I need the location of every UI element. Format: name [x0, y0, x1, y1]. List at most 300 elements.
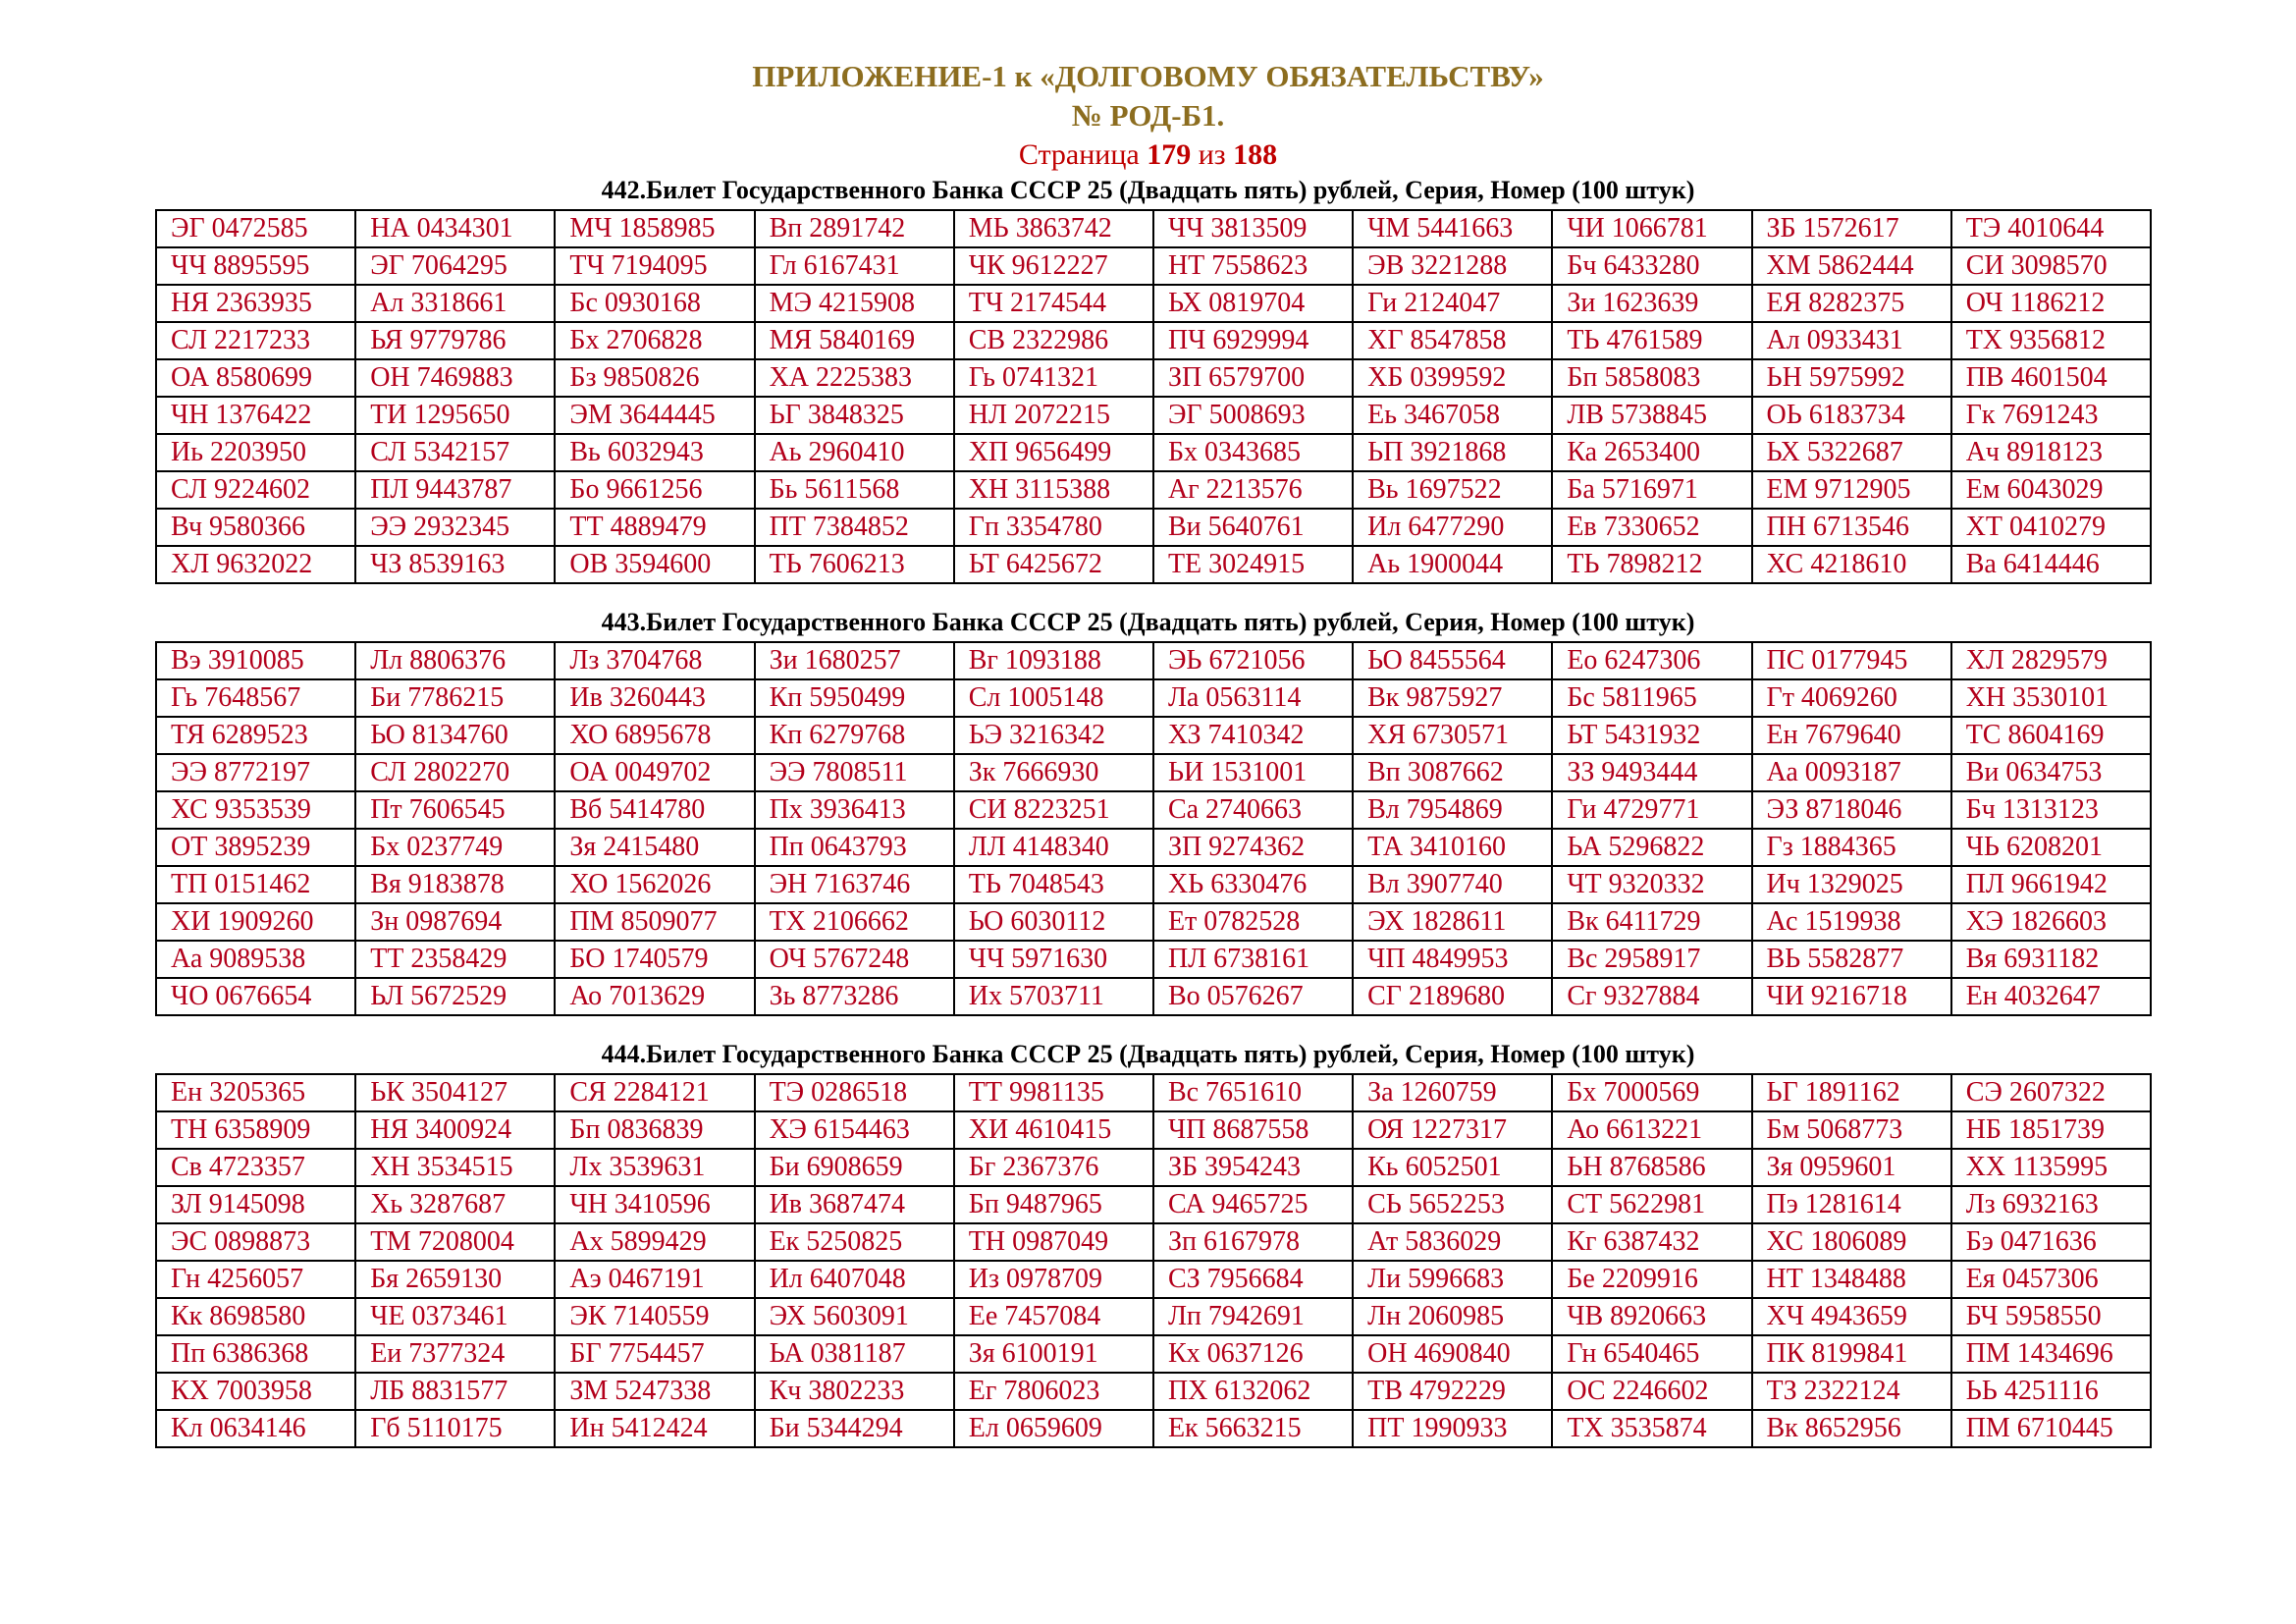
- serial-number-cell: ПВ 4601504: [1951, 359, 2151, 397]
- serial-number-cell: Зя 2415480: [555, 829, 754, 866]
- serial-number-cell: Ви 5640761: [1153, 509, 1353, 546]
- table-row: [156, 1298, 2151, 1335]
- serial-number-cell: Вк 6411729: [1552, 903, 1751, 941]
- serial-number-cell: ЬХ 5322687: [1752, 434, 1951, 471]
- serial-number-cell: ХИ 4610415: [954, 1111, 1153, 1149]
- serial-number-cell: Зн 0987694: [355, 903, 555, 941]
- serial-number-cell: МЬ 3863742: [954, 210, 1153, 247]
- serial-number-cell: ЕЯ 8282375: [1752, 285, 1951, 322]
- serial-number-cell: Бм 5068773: [1752, 1111, 1951, 1149]
- serial-number-cell: ЭВ 3221288: [1353, 247, 1552, 285]
- serial-number-cell: ЭЗ 8718046: [1752, 791, 1951, 829]
- serial-number-cell: Кх 0637126: [1153, 1335, 1353, 1373]
- serial-number-cell: Во 0576267: [1153, 978, 1353, 1015]
- serial-number-cell: Бп 0836839: [555, 1111, 754, 1149]
- serial-number-cell: ЗБ 1572617: [1752, 210, 1951, 247]
- serial-number-cell: Ее 7457084: [954, 1298, 1153, 1335]
- serial-number-cell: Пх 3936413: [755, 791, 954, 829]
- serial-number-cell: Бч 1313123: [1951, 791, 2151, 829]
- serial-number-cell: Ек 5250825: [755, 1223, 954, 1261]
- serial-number-cell: Вя 9183878: [355, 866, 555, 903]
- serial-number-cell: СЬ 5652253: [1353, 1186, 1552, 1223]
- serial-number-cell: ЬГ 3848325: [755, 397, 954, 434]
- serial-number-cell: ПК 8199841: [1752, 1335, 1951, 1373]
- serial-number-cell: Бх 0343685: [1153, 434, 1353, 471]
- table-row: [156, 1335, 2151, 1373]
- serial-number-cell: ЧЧ 8895595: [156, 247, 355, 285]
- serial-number-cell: ХО 1562026: [555, 866, 754, 903]
- serial-number-cell: Лп 7942691: [1153, 1298, 1353, 1335]
- serial-number-cell: НБ 1851739: [1951, 1111, 2151, 1149]
- serial-number-cell: ПМ 8509077: [555, 903, 754, 941]
- serial-number-cell: ХЗ 7410342: [1153, 717, 1353, 754]
- serial-number-cell: СЭ 2607322: [1951, 1074, 2151, 1111]
- table-row: [156, 546, 2151, 583]
- serial-number-cell: Гб 5110175: [355, 1410, 555, 1447]
- page-total: 188: [1233, 138, 1278, 171]
- serial-number-cell: ПЧ 6929994: [1153, 322, 1353, 359]
- serial-number-cell: Ба 5716971: [1552, 471, 1751, 509]
- serial-number-cell: Ео 6247306: [1552, 642, 1751, 679]
- serial-number-cell: ВЬ 5582877: [1752, 941, 1951, 978]
- table-row: [156, 509, 2151, 546]
- serial-number-cell: ХП 9656499: [954, 434, 1153, 471]
- serial-number-cell: Бь 5611568: [755, 471, 954, 509]
- serial-number-cell: Ел 0659609: [954, 1410, 1153, 1447]
- serial-number-cell: Пэ 1281614: [1752, 1186, 1951, 1223]
- table-row: [156, 434, 2151, 471]
- serial-number-cell: СЛ 5342157: [355, 434, 555, 471]
- serial-number-cell: Еь 3467058: [1353, 397, 1552, 434]
- serial-number-cell: Гп 3354780: [954, 509, 1153, 546]
- serial-number-cell: ХТ 0410279: [1951, 509, 2151, 546]
- serial-number-cell: ЧН 1376422: [156, 397, 355, 434]
- serial-number-cell: Вп 2891742: [755, 210, 954, 247]
- serial-number-cell: Пп 6386368: [156, 1335, 355, 1373]
- serial-number-cell: Лз 6932163: [1951, 1186, 2151, 1223]
- serial-number-cell: Бп 5858083: [1552, 359, 1751, 397]
- serial-number-cell: Пт 7606545: [355, 791, 555, 829]
- serial-number-cell: Вэ 3910085: [156, 642, 355, 679]
- serial-number-cell: Ив 3260443: [555, 679, 754, 717]
- serial-number-cell: ЬН 8768586: [1552, 1149, 1751, 1186]
- serial-number-cell: НТ 7558623: [1153, 247, 1353, 285]
- serial-number-cell: ПС 0177945: [1752, 642, 1951, 679]
- serial-number-cell: ЧЕ 0373461: [355, 1298, 555, 1335]
- serial-number-cell: ХЛ 9632022: [156, 546, 355, 583]
- serial-number-cell: Аь 2960410: [755, 434, 954, 471]
- serial-number-cell: СЛ 2217233: [156, 322, 355, 359]
- section-title: 442.Билет Государственного Банка СССР 25 (Двадцать пять) рублей, Серия, Номер (100 штук): [601, 176, 1695, 204]
- serial-number-cell: ЧЬ 6208201: [1951, 829, 2151, 866]
- serial-number-cell: Бх 7000569: [1552, 1074, 1751, 1111]
- serial-number-cell: ЗБ 3954243: [1153, 1149, 1353, 1186]
- serial-number-cell: МЭ 4215908: [755, 285, 954, 322]
- serial-number-cell: СИ 8223251: [954, 791, 1153, 829]
- serial-number-cell: ЭС 0898873: [156, 1223, 355, 1261]
- serial-number-cell: ТТ 4889479: [555, 509, 754, 546]
- serial-number-cell: ЬО 8134760: [355, 717, 555, 754]
- serial-number-cell: Ин 5412424: [555, 1410, 754, 1447]
- serial-number-cell: ТТ 9981135: [954, 1074, 1153, 1111]
- serial-number-cell: Ао 7013629: [555, 978, 754, 1015]
- serial-number-cell: НА 0434301: [355, 210, 555, 247]
- serial-number-cell: ЬГ 1891162: [1752, 1074, 1951, 1111]
- serial-number-cell: ЗЗ 9493444: [1552, 754, 1751, 791]
- serial-number-cell: Гь 7648567: [156, 679, 355, 717]
- serial-number-cell: ОВ 3594600: [555, 546, 754, 583]
- serial-number-cell: Зя 6100191: [954, 1335, 1153, 1373]
- serial-number-cell: Зк 7666930: [954, 754, 1153, 791]
- serial-number-cell: ХЬ 6330476: [1153, 866, 1353, 903]
- table-row: [156, 1373, 2151, 1410]
- serial-number-cell: СЛ 2802270: [355, 754, 555, 791]
- serial-number-cell: СЗ 7956684: [1153, 1261, 1353, 1298]
- serial-number-cell: ОТ 3895239: [156, 829, 355, 866]
- serial-number-cell: ЭК 7140559: [555, 1298, 754, 1335]
- serial-number-cell: ЭХ 5603091: [755, 1298, 954, 1335]
- serial-number-cell: ЧМ 5441663: [1353, 210, 1552, 247]
- serial-number-cell: ТМ 7208004: [355, 1223, 555, 1261]
- serial-number-cell: Ек 5663215: [1153, 1410, 1353, 1447]
- serial-number-cell: ЬН 5975992: [1752, 359, 1951, 397]
- page-current: 179: [1147, 138, 1192, 171]
- serial-number-cell: ЧП 4849953: [1353, 941, 1552, 978]
- serial-number-cell: ЭН 7163746: [755, 866, 954, 903]
- serial-number-cell: Ил 6477290: [1353, 509, 1552, 546]
- serial-number-cell: ПМ 1434696: [1951, 1335, 2151, 1373]
- serial-number-cell: Ас 1519938: [1752, 903, 1951, 941]
- table-row: [156, 1149, 2151, 1186]
- serial-number-cell: ТН 6358909: [156, 1111, 355, 1149]
- serial-number-cell: Бп 9487965: [954, 1186, 1153, 1223]
- table-row: [156, 359, 2151, 397]
- table-row: [156, 210, 2151, 247]
- serial-number-cell: Вг 1093188: [954, 642, 1153, 679]
- table-row: [156, 285, 2151, 322]
- serial-number-cell: ЭГ 0472585: [156, 210, 355, 247]
- serial-number-cell: Ен 3205365: [156, 1074, 355, 1111]
- serial-number-cell: ЧТ 9320332: [1552, 866, 1751, 903]
- serial-number-cell: Гк 7691243: [1951, 397, 2151, 434]
- serial-number-cell: Вч 9580366: [156, 509, 355, 546]
- serial-number-cell: ТХ 9356812: [1951, 322, 2151, 359]
- serial-number-cell: ХС 1806089: [1752, 1223, 1951, 1261]
- serial-number-cell: МЧ 1858985: [555, 210, 754, 247]
- serial-number-cell: ЧЧ 3813509: [1153, 210, 1353, 247]
- serial-number-cell: ХО 6895678: [555, 717, 754, 754]
- serial-number-cell: ХС 4218610: [1752, 546, 1951, 583]
- serial-number-cell: ТЧ 7194095: [555, 247, 754, 285]
- serial-number-cell: ЭЬ 6721056: [1153, 642, 1353, 679]
- serial-number-cell: ТН 0987049: [954, 1223, 1153, 1261]
- serial-number-cell: ХГ 8547858: [1353, 322, 1552, 359]
- table-row: [156, 941, 2151, 978]
- serial-number-cell: Аа 0093187: [1752, 754, 1951, 791]
- serial-number-cell: За 1260759: [1353, 1074, 1552, 1111]
- serial-number-cell: ЧВ 8920663: [1552, 1298, 1751, 1335]
- serial-number-cell: СТ 5622981: [1552, 1186, 1751, 1223]
- serial-number-cell: ЭМ 3644445: [555, 397, 754, 434]
- serial-number-cell: ЕМ 9712905: [1752, 471, 1951, 509]
- serial-number-cell: Кп 6279768: [755, 717, 954, 754]
- serial-number-cell: ЬО 8455564: [1353, 642, 1552, 679]
- serial-number-cell: ХЭ 6154463: [755, 1111, 954, 1149]
- serial-number-cell: Аэ 0467191: [555, 1261, 754, 1298]
- serial-number-cell: Ла 0563114: [1153, 679, 1353, 717]
- serial-number-cell: Аь 1900044: [1353, 546, 1552, 583]
- serial-number-cell: ЗМ 5247338: [555, 1373, 754, 1410]
- serial-number-cell: Вк 8652956: [1752, 1410, 1951, 1447]
- serial-number-cell: ПМ 6710445: [1951, 1410, 2151, 1447]
- serial-number-cell: ТВ 4792229: [1353, 1373, 1552, 1410]
- serial-number-cell: Сг 9327884: [1552, 978, 1751, 1015]
- serial-number-cell: Кп 5950499: [755, 679, 954, 717]
- serial-number-cell: Кг 6387432: [1552, 1223, 1751, 1261]
- serial-number-cell: Хь 3287687: [355, 1186, 555, 1223]
- serial-number-cell: ПЛ 9443787: [355, 471, 555, 509]
- serial-number-cell: ТЧ 2174544: [954, 285, 1153, 322]
- table-row: [156, 1074, 2151, 1111]
- serial-number-cell: ТЗ 2322124: [1752, 1373, 1951, 1410]
- serial-number-cell: ТХ 2106662: [755, 903, 954, 941]
- serial-number-cell: ЬТ 6425672: [954, 546, 1153, 583]
- serial-number-cell: Ив 3687474: [755, 1186, 954, 1223]
- serial-number-cell: ХХ 1135995: [1951, 1149, 2151, 1186]
- serial-number-cell: СИ 3098570: [1951, 247, 2151, 285]
- table-row: [156, 978, 2151, 1015]
- table-row: [156, 1186, 2151, 1223]
- serial-number-cell: ХЧ 4943659: [1752, 1298, 1951, 1335]
- serial-number-cell: ОН 4690840: [1353, 1335, 1552, 1373]
- table-row: [156, 397, 2151, 434]
- serial-number-cell: ТП 0151462: [156, 866, 355, 903]
- table-row: [156, 247, 2151, 285]
- serial-number-cell: ОС 2246602: [1552, 1373, 1751, 1410]
- serial-number-cell: МЯ 5840169: [755, 322, 954, 359]
- serial-number-cell: ЛЛ 4148340: [954, 829, 1153, 866]
- serial-number-cell: Ах 5899429: [555, 1223, 754, 1261]
- serial-number-cell: ЬИ 1531001: [1153, 754, 1353, 791]
- serial-number-cell: Ил 6407048: [755, 1261, 954, 1298]
- serial-number-cell: ЧИ 1066781: [1552, 210, 1751, 247]
- serial-number-cell: СВ 2322986: [954, 322, 1153, 359]
- serial-number-cell: ПХ 6132062: [1153, 1373, 1353, 1410]
- serial-number-cell: ЧЧ 5971630: [954, 941, 1153, 978]
- serial-number-cell: ХН 3530101: [1951, 679, 2151, 717]
- serial-number-cell: ЭХ 1828611: [1353, 903, 1552, 941]
- serial-number-cell: ЧЗ 8539163: [355, 546, 555, 583]
- serial-number-cell: ХБ 0399592: [1353, 359, 1552, 397]
- serial-number-cell: Кл 0634146: [156, 1410, 355, 1447]
- serial-number-cell: Св 4723357: [156, 1149, 355, 1186]
- serial-number-cell: ОА 0049702: [555, 754, 754, 791]
- table-row: [156, 1223, 2151, 1261]
- serial-number-cell: Ал 0933431: [1752, 322, 1951, 359]
- serial-number-cell: Вя 6931182: [1951, 941, 2151, 978]
- serial-number-cell: ЧК 9612227: [954, 247, 1153, 285]
- serial-number-cell: ПН 6713546: [1752, 509, 1951, 546]
- serial-number-cell: Вб 5414780: [555, 791, 754, 829]
- section-title: 444.Билет Государственного Банка СССР 25 (Двадцать пять) рублей, Серия, Номер (100 штук): [601, 1040, 1695, 1068]
- serial-number-cell: Гн 4256057: [156, 1261, 355, 1298]
- section-title: 443.Билет Государственного Банка СССР 25 (Двадцать пять) рублей, Серия, Номер (100 штук): [601, 608, 1695, 636]
- serial-number-cell: Бе 2209916: [1552, 1261, 1751, 1298]
- serial-number-cell: Ал 3318661: [355, 285, 555, 322]
- serial-number-cell: НЯ 2363935: [156, 285, 355, 322]
- serial-number-cell: ОН 7469883: [355, 359, 555, 397]
- table-row: [156, 829, 2151, 866]
- serial-number-cell: Гт 4069260: [1752, 679, 1951, 717]
- serial-number-cell: ХН 3115388: [954, 471, 1153, 509]
- serial-number-cell: ТХ 3535874: [1552, 1410, 1751, 1447]
- serial-number-cell: ЛВ 5738845: [1552, 397, 1751, 434]
- serial-number-cell: ЧИ 9216718: [1752, 978, 1951, 1015]
- page-word: Страница: [1018, 138, 1140, 171]
- serial-number-cell: Кк 8698580: [156, 1298, 355, 1335]
- serial-number-cell: ЭГ 7064295: [355, 247, 555, 285]
- serial-number-cell: Ва 6414446: [1951, 546, 2151, 583]
- serial-number-cell: ЬТ 5431932: [1552, 717, 1751, 754]
- serial-number-cell: ЬЬ 4251116: [1951, 1373, 2151, 1410]
- serial-number-cell: ХЭ 1826603: [1951, 903, 2151, 941]
- serial-number-cell: ТЭ 4010644: [1951, 210, 2151, 247]
- serial-number-cell: Вп 3087662: [1353, 754, 1552, 791]
- serial-number-cell: ЗЛ 9145098: [156, 1186, 355, 1223]
- serial-number-cell: Ка 2653400: [1552, 434, 1751, 471]
- serial-number-cell: Лл 8806376: [355, 642, 555, 679]
- banknote-table: [155, 209, 2152, 584]
- serial-number-cell: ТЯ 6289523: [156, 717, 355, 754]
- serial-number-cell: Пп 0643793: [755, 829, 954, 866]
- serial-number-cell: Лх 3539631: [555, 1149, 754, 1186]
- serial-number-cell: СГ 2189680: [1353, 978, 1552, 1015]
- serial-number-cell: Зи 1623639: [1552, 285, 1751, 322]
- serial-number-cell: Их 5703711: [954, 978, 1153, 1015]
- banknote-table: [155, 1073, 2152, 1448]
- serial-number-cell: ТТ 2358429: [355, 941, 555, 978]
- serial-number-cell: Ем 6043029: [1951, 471, 2151, 509]
- serial-number-cell: Лз 3704768: [555, 642, 754, 679]
- serial-number-cell: ЬК 3504127: [355, 1074, 555, 1111]
- serial-number-cell: БГ 7754457: [555, 1335, 754, 1373]
- serial-number-cell: ХЛ 2829579: [1951, 642, 2151, 679]
- serial-number-cell: Из 0978709: [954, 1261, 1153, 1298]
- serial-number-cell: Зь 8773286: [755, 978, 954, 1015]
- serial-number-cell: СЯ 2284121: [555, 1074, 754, 1111]
- serial-number-cell: ЬХ 0819704: [1153, 285, 1353, 322]
- serial-number-cell: ПЛ 9661942: [1951, 866, 2151, 903]
- serial-number-cell: Бх 0237749: [355, 829, 555, 866]
- table-row: [156, 1261, 2151, 1298]
- serial-number-cell: ЗП 6579700: [1153, 359, 1353, 397]
- serial-number-cell: БЧ 5958550: [1951, 1298, 2151, 1335]
- serial-number-cell: СА 9465725: [1153, 1186, 1353, 1223]
- serial-number-cell: Кь 6052501: [1353, 1149, 1552, 1186]
- serial-number-cell: Бя 2659130: [355, 1261, 555, 1298]
- table-row: [156, 903, 2151, 941]
- serial-number-cell: Би 6908659: [755, 1149, 954, 1186]
- serial-number-cell: БО 1740579: [555, 941, 754, 978]
- serial-number-cell: ПТ 7384852: [755, 509, 954, 546]
- serial-number-cell: Гл 6167431: [755, 247, 954, 285]
- table-row: [156, 866, 2151, 903]
- serial-number-cell: ЭЭ 8772197: [156, 754, 355, 791]
- serial-number-cell: Ли 5996683: [1353, 1261, 1552, 1298]
- serial-number-cell: Бз 9850826: [555, 359, 754, 397]
- serial-number-cell: Ич 1329025: [1752, 866, 1951, 903]
- serial-number-cell: ПЛ 6738161: [1153, 941, 1353, 978]
- table-row: [156, 1111, 2151, 1149]
- serial-number-cell: ТЭ 0286518: [755, 1074, 954, 1111]
- serial-number-cell: Вк 9875927: [1353, 679, 1552, 717]
- serial-number-cell: Ви 0634753: [1951, 754, 2151, 791]
- page-of: из: [1198, 138, 1226, 171]
- serial-number-cell: Аа 9089538: [156, 941, 355, 978]
- serial-number-cell: ЭЭ 2932345: [355, 509, 555, 546]
- serial-number-cell: ХМ 5862444: [1752, 247, 1951, 285]
- serial-number-cell: СЛ 9224602: [156, 471, 355, 509]
- serial-number-cell: ОЧ 5767248: [755, 941, 954, 978]
- serial-number-cell: Вс 2958917: [1552, 941, 1751, 978]
- serial-number-cell: Бо 9661256: [555, 471, 754, 509]
- serial-number-cell: ТА 3410160: [1353, 829, 1552, 866]
- serial-number-cell: Аг 2213576: [1153, 471, 1353, 509]
- serial-number-cell: ОЬ 6183734: [1752, 397, 1951, 434]
- serial-number-cell: Ао 6613221: [1552, 1111, 1751, 1149]
- serial-number-cell: ТЬ 7048543: [954, 866, 1153, 903]
- serial-number-cell: Вл 3907740: [1353, 866, 1552, 903]
- serial-number-cell: Ев 7330652: [1552, 509, 1751, 546]
- serial-number-cell: ОА 8580699: [156, 359, 355, 397]
- serial-number-cell: ТЬ 7898212: [1552, 546, 1751, 583]
- serial-number-cell: КХ 7003958: [156, 1373, 355, 1410]
- serial-number-cell: ОЧ 1186212: [1951, 285, 2151, 322]
- serial-number-cell: НЛ 2072215: [954, 397, 1153, 434]
- serial-number-cell: Гь 0741321: [954, 359, 1153, 397]
- serial-number-cell: Бх 2706828: [555, 322, 754, 359]
- serial-number-cell: ХС 9353539: [156, 791, 355, 829]
- document-number: № РОД-Б1.: [1071, 98, 1225, 133]
- serial-number-cell: Бэ 0471636: [1951, 1223, 2151, 1261]
- serial-number-cell: Еи 7377324: [355, 1335, 555, 1373]
- serial-number-cell: Ат 5836029: [1353, 1223, 1552, 1261]
- serial-number-cell: Ги 2124047: [1353, 285, 1552, 322]
- serial-number-cell: Бч 6433280: [1552, 247, 1751, 285]
- serial-number-cell: Ач 8918123: [1951, 434, 2151, 471]
- serial-number-cell: ХИ 1909260: [156, 903, 355, 941]
- serial-number-cell: Иь 2203950: [156, 434, 355, 471]
- serial-number-cell: Гн 6540465: [1552, 1335, 1751, 1373]
- serial-number-cell: НЯ 3400924: [355, 1111, 555, 1149]
- serial-number-cell: Ея 0457306: [1951, 1261, 2151, 1298]
- serial-number-cell: ОЯ 1227317: [1353, 1111, 1552, 1149]
- serial-number-cell: Бс 5811965: [1552, 679, 1751, 717]
- serial-number-cell: ЗП 9274362: [1153, 829, 1353, 866]
- serial-number-cell: Зя 0959601: [1752, 1149, 1951, 1186]
- serial-number-cell: Кч 3802233: [755, 1373, 954, 1410]
- serial-number-cell: ЬА 0381187: [755, 1335, 954, 1373]
- serial-number-cell: Ег 7806023: [954, 1373, 1153, 1410]
- page-indicator: [0, 135, 2296, 175]
- table-row: [156, 791, 2151, 829]
- serial-number-cell: Ет 0782528: [1153, 903, 1353, 941]
- serial-number-cell: НТ 1348488: [1752, 1261, 1951, 1298]
- serial-number-cell: ТЬ 4761589: [1552, 322, 1751, 359]
- serial-number-cell: ХЯ 6730571: [1353, 717, 1552, 754]
- serial-number-cell: Би 7786215: [355, 679, 555, 717]
- table-row: [156, 322, 2151, 359]
